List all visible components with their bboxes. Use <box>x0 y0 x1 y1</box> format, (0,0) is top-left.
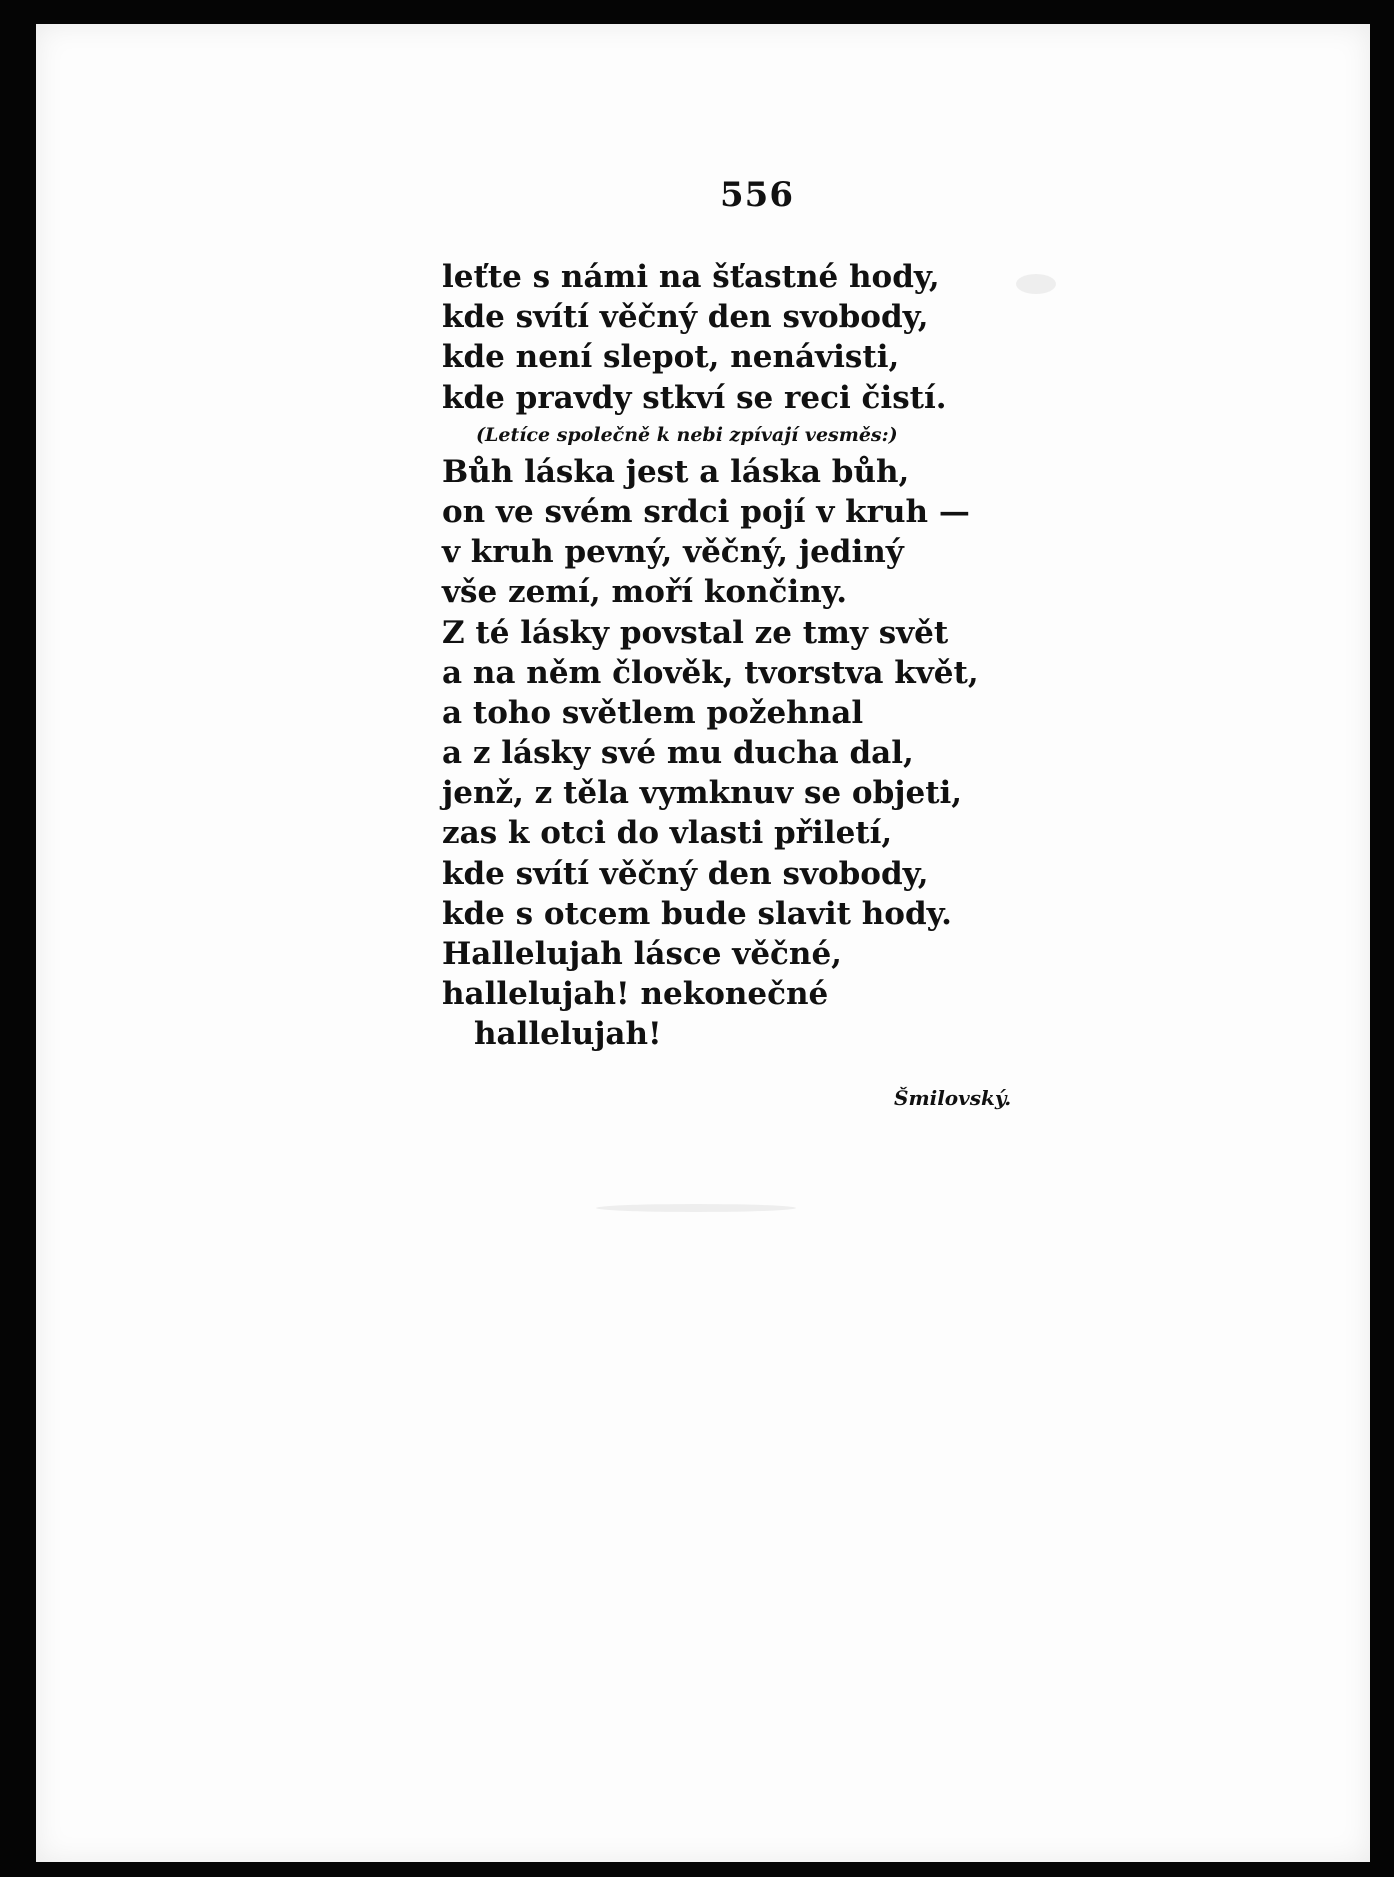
poem-line: Z té lásky povstal ze tmy svět <box>442 614 949 651</box>
poem-line: v kruh pevný, věčný, jediný <box>442 534 904 571</box>
poem-line: zas k otci do vlasti přiletí, <box>442 815 893 852</box>
paper-smudge <box>596 1204 796 1212</box>
poem-line: hallelujah! nekonečné <box>442 976 829 1013</box>
poem-line: hallelujah! <box>474 1016 662 1053</box>
poem-line: on ve svém srdci pojí v kruh — <box>442 493 970 530</box>
poem-line: vše zemí, moří končiny. <box>442 574 847 611</box>
page-number: 556 <box>720 175 794 215</box>
poem-line: a z lásky své mu ducha dal, <box>442 735 914 772</box>
poem-line: kde pravdy stkví se reci čistí. <box>442 379 947 416</box>
stage-direction: (Letíce společně k nebi zpívají vesměs:) <box>476 423 898 446</box>
poem-line: kde svítí věčný den svobody, <box>442 299 929 336</box>
poem-line: kde není slepot, nenávisti, <box>442 339 900 376</box>
author-signature: Šmilovský. <box>894 1086 1012 1110</box>
poem-line: leťte s námi na šťastné hody, <box>442 259 940 295</box>
poem-line: jenž, z těla vymknuv se objeti, <box>442 775 963 812</box>
poem-line: kde s otcem bude slavit hody. <box>442 895 952 932</box>
paper-smudge <box>1016 274 1056 294</box>
poem-line: a na něm člověk, tvorstva květ, <box>442 654 979 691</box>
poem-text <box>442 257 1002 1055</box>
poem-line: kde svítí věčný den svobody, <box>442 855 929 892</box>
poem-line: a toho světlem požehnal <box>442 694 864 731</box>
poem-line: Bůh láska jest a láska bůh, <box>442 453 910 490</box>
poem-line: Hallelujah lásce věčné, <box>442 936 842 972</box>
